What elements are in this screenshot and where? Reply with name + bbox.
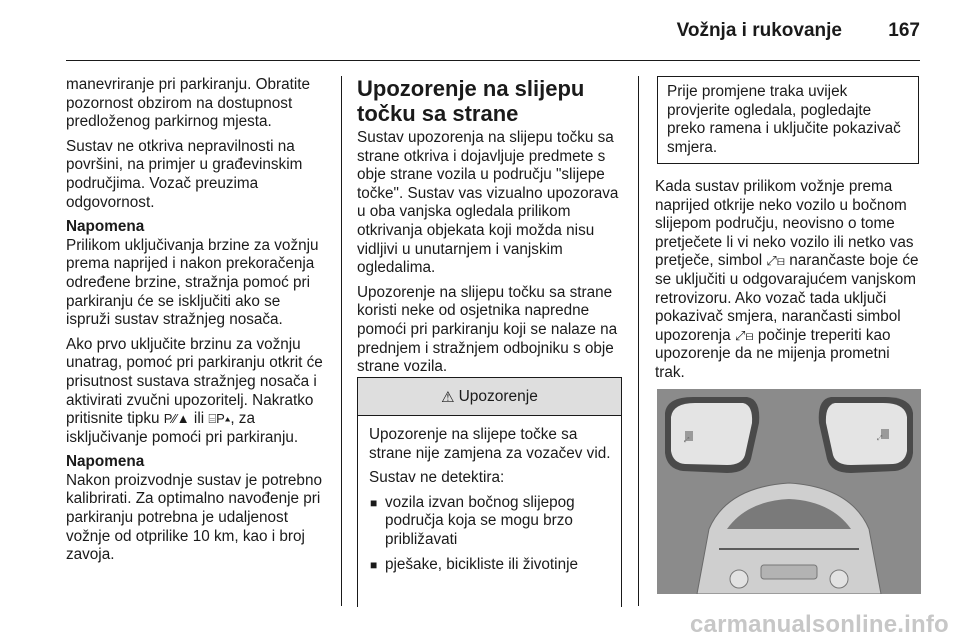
park-assist-button-icon: P⁄⁄▲ [163, 411, 190, 427]
header-rule [66, 60, 920, 61]
warning-title: Upozorenje [458, 387, 538, 405]
page-header [0, 0, 960, 62]
page-number: 167 [888, 20, 920, 41]
column-2 [357, 76, 623, 383]
paragraph: Sustav upozorenja na slijepu točku sa strane otkriva i dojavljuje predmete s obje strane vozila u području "slijepe točke". Sustav vas vizualno upozorava u oba vanjska ogledala prilikom otkrivanja objekata koji možda nisu vidljivi u unutarnjem i vanjskim ogledalima. [357, 129, 619, 277]
warning-header [358, 378, 621, 416]
warning-text: Sustav ne detektira: [369, 469, 505, 487]
side-mirrors-illustration [657, 389, 921, 594]
paragraph: manevriranje pri parkiranju. Obratite pozornost obzirom na dostupnost predloženog parkirnog mjesta. [66, 76, 311, 131]
column-separator-1 [341, 76, 342, 606]
note-1 [66, 218, 328, 330]
running-title: Vožnja i rukovanje [676, 20, 842, 41]
section-heading: Upozorenje na slijepu točku sa strane [357, 76, 585, 126]
watermark-text: carmanualsonline.info [690, 611, 949, 638]
park-assist-off-icon: ⌸P▴ [208, 411, 231, 427]
warning-body [358, 416, 621, 574]
paragraph: Sustav ne otkriva nepravilnosti na površini, na primjer u građevinskim područjima. Vozač preuzima odgovornost. [66, 137, 303, 211]
mirrors-car-drawing [657, 389, 921, 594]
tip-box: Prije promjene traka uvijek provjerite ogledala, pogledajte preko ramena i uključite pokazivač smjera. [657, 76, 919, 164]
column-3-paragraph: Kada sustav prilikom vožnje prema naprijed otkrije neko vozilo u bočnom slijepom području, neovisno o tome pretječete li vi neko vozilo ili netko vas pretječe, simbol ⤢⊟ narančaste boje će se uključiti u odgovarajućem vanjskom retrovizoru. Ako vozač tada uključi pokazivač smjera, narančasti simbol upozorenja ⤢⊟ počinje treperiti kao upozorenje da ne mijenja prometni trak. [655, 178, 919, 381]
note-body: Nakon proizvodnje sustav je potrebno kalibrirati. Za optimalno navođenje pri parkiranju potrebna je udaljenost vožnje od otprilike 10 km, kao i broj zavoja. [66, 471, 322, 564]
list-item: ■ pješake, bicikliste ili životinje [370, 555, 578, 573]
note-body: Prilikom uključivanja brzine za vožnju prema naprijed i nakon prekoračenja određene brzine, stražnja pomoć pri parkiranju će se isključiti ako se ispruži sustav stražnjeg nosača. [66, 236, 319, 329]
svg-text:⤢: ⤢ [684, 436, 690, 444]
blind-spot-symbol-icon: ⤢⊟ [766, 253, 786, 269]
paragraph: Upozorenje na slijepu točku sa strane koristi neke od osjetnika napredne pomoći pri parkiranju koji se nalaze na prednjem i stražnjem odbojniku s obje strane vozila. [357, 283, 618, 376]
note-heading: Napomena [66, 453, 145, 471]
column-separator-2 [638, 76, 639, 606]
warning-triangle-icon: ⚠ [441, 388, 455, 406]
warning-text: Upozorenje na slijepe točke sa strane nije zamjena za vozačev vid. [369, 426, 611, 462]
list-item: ■ vozila izvan bočnog slijepog područja koja se mogu brzo približavati [370, 493, 575, 548]
warning-list [369, 494, 611, 574]
warning-box [357, 377, 622, 607]
blind-spot-symbol-icon: ⤢⊟ [734, 327, 754, 343]
note-2 [66, 453, 328, 565]
note-heading: Napomena [66, 218, 145, 236]
paragraph-park-assist: Ako prvo uključite brzinu za vožnju unatrag, pomoć pri parkiranju otkrit će prisutnost sustava stražnjeg nosača i aktivirati zvučni upozoritelj. Nakratko pritisnite tipku P⁄⁄▲ ili ⌸P▴, za isključivanje pomoći pri parkiranju. [66, 335, 323, 446]
square-bullet-icon: ■ [370, 495, 378, 510]
square-bullet-icon: ■ [370, 557, 378, 572]
column-1 [66, 76, 328, 571]
svg-text:⤢: ⤢ [877, 434, 883, 442]
